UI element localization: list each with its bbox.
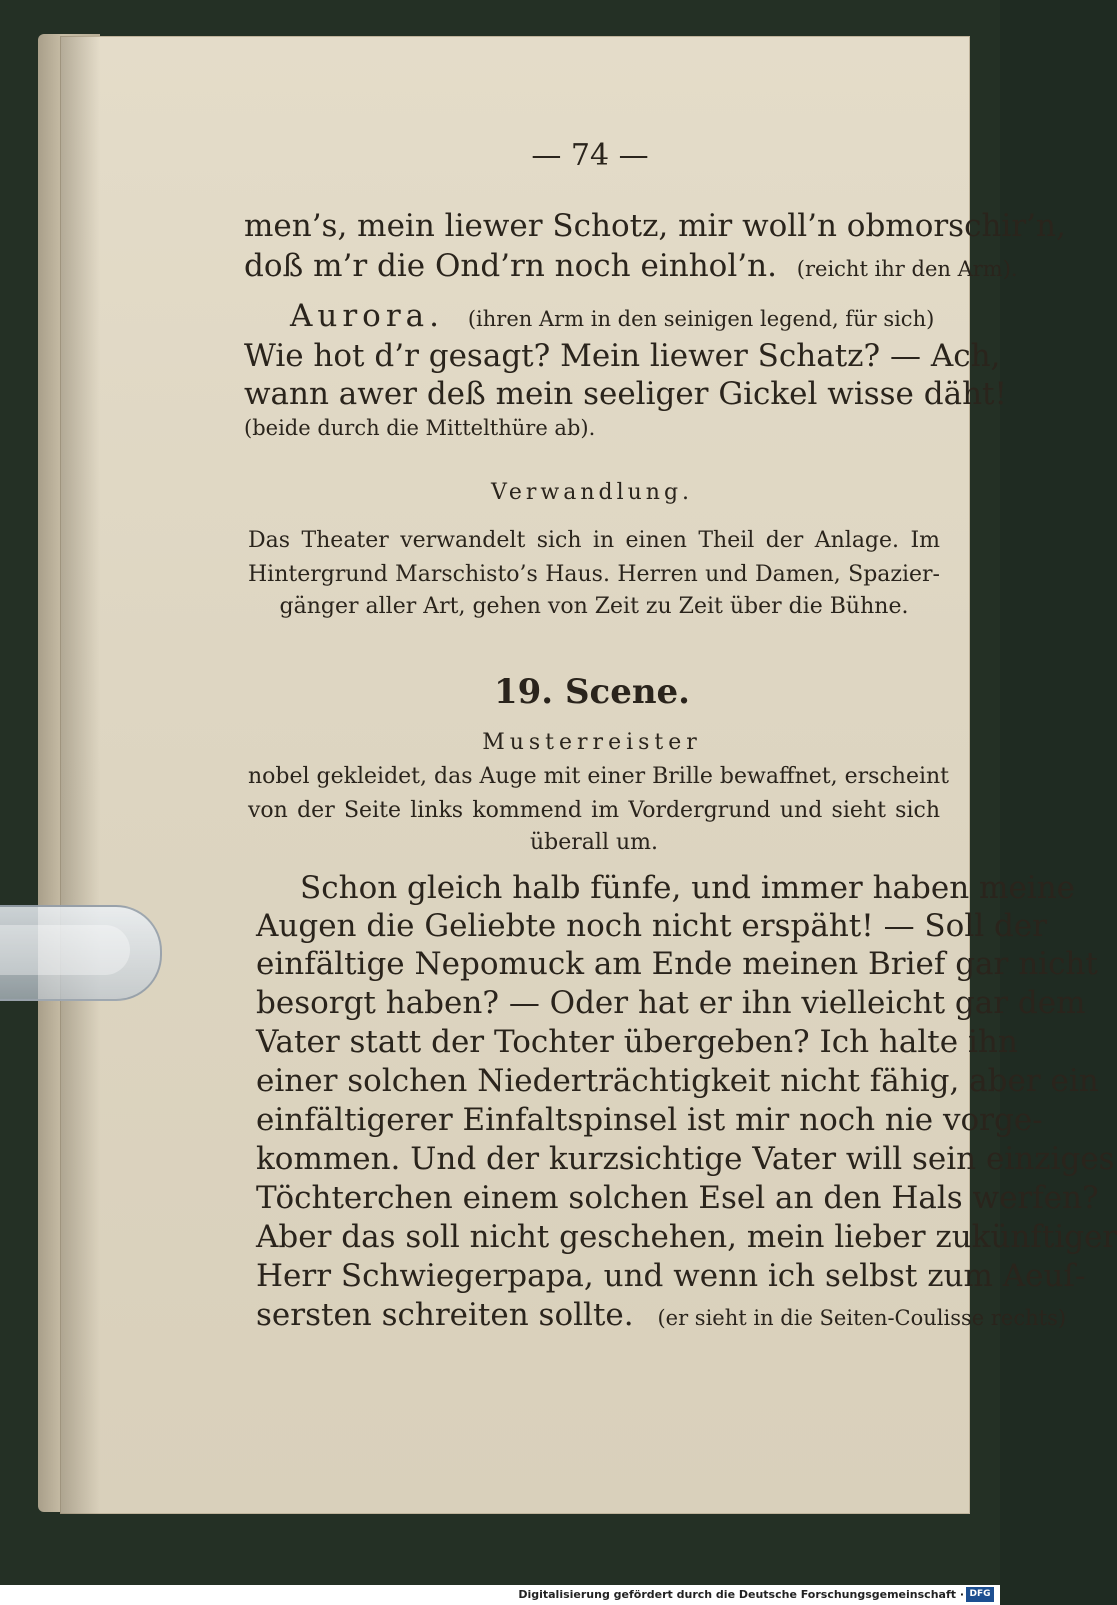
text-line: Töchterchen einem solchen Esel an den Hals werfen?: [256, 1180, 1099, 1216]
stage-line: von der Seite links kommend im Vordergrund und sieht sich: [248, 798, 940, 823]
dfg-logo: DFG: [966, 1587, 994, 1602]
text-line: Augen die Geliebte noch nicht erspäht! — Soll der: [256, 908, 1048, 944]
glass-page-clip-highlight: [0, 925, 130, 975]
stage-line: Hintergrund Marschisto’s Haus. Herren und Damen, Spazier-: [248, 562, 940, 587]
footer-credit: Digitalisierung gefördert durch die Deutsche Forschungsgemeinschaft ·: [518, 1588, 964, 1601]
text-line: men’s, mein liewer Schotz, mir woll’n obmorschir’n,: [244, 208, 1066, 244]
text-fragment: sersten schreiten sollte.: [256, 1297, 634, 1333]
text-line: Aber das soll nicht geschehen, mein lieber zukünftiger: [256, 1219, 1117, 1255]
text-fragment: doß m’r die Ond’rn noch einhol’n.: [244, 248, 777, 284]
text-line: besorgt haben? — Oder hat er ihn vielleicht gar dem: [256, 985, 1086, 1021]
stage-direction: (er sieht in die Seiten-Coulisse rechts): [657, 1306, 1067, 1330]
stage-line: Das Theater verwandelt sich in einen Theil der Anlage. Im: [248, 528, 940, 553]
stage-line: gänger aller Art, gehen von Zeit zu Zeit über die Bühne.: [279, 594, 909, 619]
text-line: [244, 248, 1018, 284]
stage-direction: (ihren Arm in den seinigen legend, für sich): [467, 307, 935, 331]
page-number: — 74 —: [531, 138, 649, 173]
text-line: Herr Schwiegerpapa, und wenn ich selbst zum Aeuſ-: [256, 1258, 1086, 1294]
text-line: wann awer deß mein seeliger Gickel wisse däht!: [244, 376, 1007, 412]
text-line: einer solchen Niederträchtigkeit nicht fähig, aber ein: [256, 1063, 1099, 1099]
text-line: Vater statt der Tochter übergeben? Ich halte ihn: [256, 1024, 1018, 1060]
text-line: einfältigerer Einfaltspinsel ist mir noch nie vorge-: [256, 1102, 1043, 1138]
stage-line: überall um.: [530, 830, 658, 855]
text-line: [256, 1297, 1066, 1333]
speaker-name: Aurora.: [290, 298, 444, 334]
text-line: einfältige Nepomuck am Ende meinen Brief gar nicht: [256, 946, 1098, 982]
stage-direction: (reicht ihr den Arm).: [796, 257, 1018, 281]
text-line: Schon gleich halb fünfe, und immer haben meine: [300, 870, 1076, 906]
text-line: kommen. Und der kurzsichtige Vater will sein einziges: [256, 1141, 1115, 1177]
stage-line: nobel gekleidet, das Auge mit einer Brille bewaffnet, erscheint: [248, 764, 950, 789]
speaker-line: [290, 298, 934, 334]
speaker-name: Musterreister: [482, 730, 702, 755]
scene-heading: 19. Scene.: [493, 672, 691, 712]
stage-direction: (beide durch die Mittelthüre ab).: [244, 416, 596, 440]
section-title: Verwandlung.: [490, 480, 694, 505]
text-line: Wie hot d’r gesagt? Mein liewer Schatz? — Ach,: [244, 338, 1001, 374]
page-gutter-shadow: [60, 36, 100, 1514]
